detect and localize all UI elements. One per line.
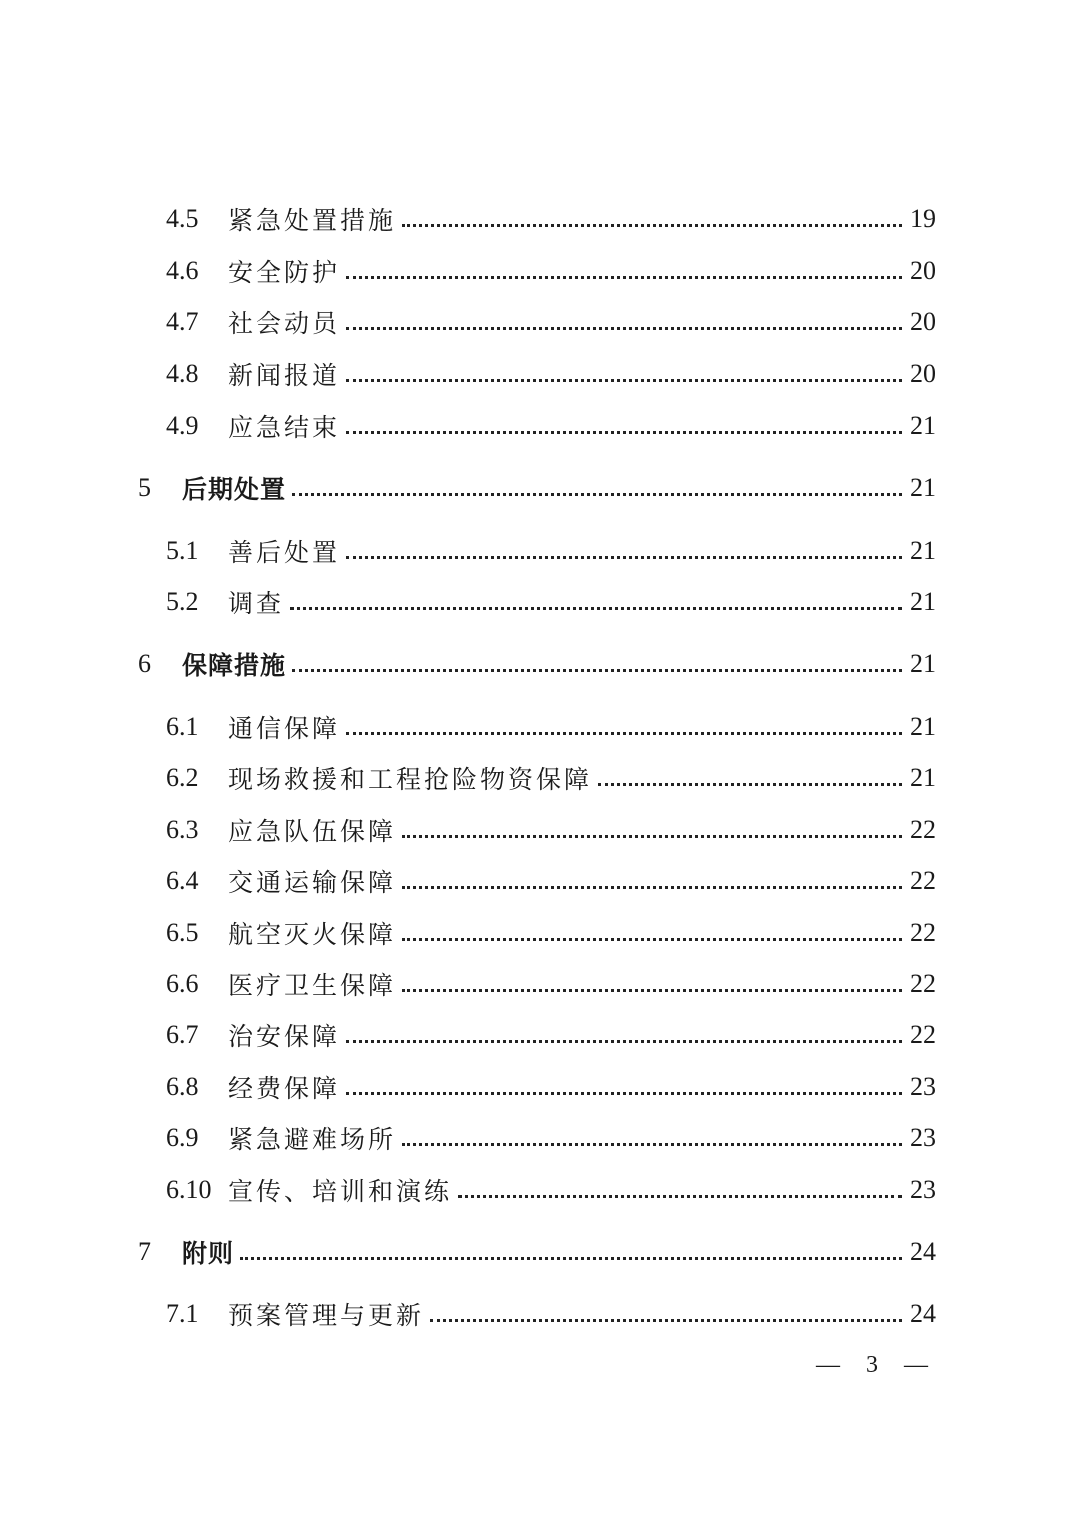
toc-entry-page-number: 23: [910, 1175, 936, 1204]
toc-entry-title: 附则: [182, 1239, 235, 1268]
toc-subsection-entry[interactable]: [0, 1013, 1074, 1057]
toc-subsection-entry[interactable]: [0, 580, 1074, 624]
toc-entry-title: 应急队伍保障: [228, 817, 397, 846]
toc-subsection-entry[interactable]: [0, 1168, 1074, 1212]
toc-dot-leader: [402, 1143, 902, 1146]
toc-dot-leader: [346, 1040, 902, 1043]
toc-entry-page-number: 24: [910, 1237, 936, 1266]
toc-subsection-entry[interactable]: [0, 404, 1074, 448]
toc-entry-number: 6.10: [166, 1175, 212, 1204]
toc-entry-page-number: 21: [910, 473, 936, 502]
toc-subsection-entry[interactable]: [0, 529, 1074, 573]
toc-subsection-entry[interactable]: [0, 300, 1074, 344]
toc-entry-page-number: 22: [910, 918, 936, 947]
toc-dot-leader: [402, 938, 902, 941]
toc-subsection-entry[interactable]: [0, 962, 1074, 1006]
toc-subsection-entry[interactable]: [0, 808, 1074, 852]
toc-subsection-entry[interactable]: [0, 1065, 1074, 1109]
toc-dot-leader: [240, 1257, 902, 1260]
toc-dot-leader: [430, 1319, 902, 1322]
toc-entry-title: 调查: [228, 589, 285, 618]
toc-entry-title: 通信保障: [228, 714, 341, 743]
toc-dot-leader: [346, 431, 902, 434]
toc-subsection-entry[interactable]: [0, 197, 1074, 241]
toc-entry-number: 6.7: [166, 1020, 199, 1049]
toc-dot-leader: [292, 493, 902, 496]
toc-entry-number: 5.1: [166, 536, 199, 565]
toc-entry-number: 4.5: [166, 204, 199, 233]
toc-entry-page-number: 21: [910, 649, 936, 678]
toc-entry-title: 应急结束: [228, 413, 341, 442]
toc-entry-number: 4.7: [166, 307, 199, 336]
toc-subsection-entry[interactable]: [0, 352, 1074, 396]
toc-entry-title: 经费保障: [228, 1074, 341, 1103]
toc-entry-page-number: 19: [910, 204, 936, 233]
toc-entry-title: 善后处置: [228, 538, 341, 567]
toc-subsection-entry[interactable]: [0, 705, 1074, 749]
toc-entry-page-number: 22: [910, 969, 936, 998]
toc-dot-leader: [402, 224, 902, 227]
toc-section-entry[interactable]: [0, 1230, 1074, 1274]
toc-subsection-entry[interactable]: [0, 859, 1074, 903]
toc-subsection-entry[interactable]: [0, 911, 1074, 955]
toc-entry-number: 6.4: [166, 866, 199, 895]
toc-entry-page-number: 21: [910, 712, 936, 741]
toc-entry-title: 交通运输保障: [228, 868, 397, 897]
toc-entry-number: 6.6: [166, 969, 199, 998]
toc-entry-page-number: 24: [910, 1299, 936, 1328]
toc-entry-number: 4.6: [166, 256, 199, 285]
toc-dot-leader: [346, 276, 902, 279]
toc-entry-page-number: 22: [910, 815, 936, 844]
toc-entry-page-number: 21: [910, 411, 936, 440]
toc-dot-leader: [290, 607, 902, 610]
toc-dot-leader: [458, 1195, 902, 1198]
toc-entry-page-number: 21: [910, 536, 936, 565]
toc-entry-title: 预案管理与更新: [228, 1301, 425, 1330]
toc-entry-page-number: 23: [910, 1072, 936, 1101]
toc-subsection-entry[interactable]: [0, 249, 1074, 293]
toc-entry-number: 5.2: [166, 587, 199, 616]
toc-dot-leader: [346, 732, 902, 735]
toc-entry-title: 紧急处置措施: [228, 206, 397, 235]
toc-entry-number: 6.8: [166, 1072, 199, 1101]
toc-entry-number: 4.8: [166, 359, 199, 388]
toc-entry-title: 社会动员: [228, 309, 341, 338]
toc-entry-page-number: 20: [910, 307, 936, 336]
toc-dot-leader: [346, 1092, 902, 1095]
toc-dot-leader: [346, 556, 902, 559]
toc-entry-title: 安全防护: [228, 258, 341, 287]
toc-entry-title: 现场救援和工程抢险物资保障: [228, 765, 593, 794]
toc-entry-page-number: 21: [910, 763, 936, 792]
toc-entry-page-number: 22: [910, 1020, 936, 1049]
toc-entry-title: 新闻报道: [228, 361, 341, 390]
toc-dot-leader: [346, 327, 902, 330]
toc-dot-leader: [292, 669, 902, 672]
toc-entry-number: 6.5: [166, 918, 199, 947]
toc-entry-title: 航空灭火保障: [228, 920, 397, 949]
toc-subsection-entry[interactable]: [0, 1292, 1074, 1336]
toc-dot-leader: [402, 835, 902, 838]
toc-entry-number: 6.2: [166, 763, 199, 792]
toc-dot-leader: [598, 783, 902, 786]
toc-entry-number: 4.9: [166, 411, 199, 440]
toc-entry-title: 治安保障: [228, 1022, 341, 1051]
toc-section-entry[interactable]: [0, 642, 1074, 686]
toc-entry-page-number: 20: [910, 256, 936, 285]
toc-entry-title: 医疗卫生保障: [228, 971, 397, 1000]
toc-subsection-entry[interactable]: [0, 756, 1074, 800]
toc-entry-page-number: 22: [910, 866, 936, 895]
toc-entry-number: 7.1: [166, 1299, 199, 1328]
toc-entry-title: 紧急避难场所: [228, 1125, 397, 1154]
toc-entry-number: 6.9: [166, 1123, 199, 1152]
toc-section-entry[interactable]: [0, 466, 1074, 510]
page-number-footer: — 3 —: [816, 1352, 938, 1378]
toc-entry-page-number: 23: [910, 1123, 936, 1152]
toc-entry-title: 后期处置: [182, 475, 287, 504]
toc-dot-leader: [402, 886, 902, 889]
toc-entry-number: 6: [138, 649, 151, 678]
toc-entry-page-number: 21: [910, 587, 936, 616]
toc-dot-leader: [346, 379, 902, 382]
toc-subsection-entry[interactable]: [0, 1116, 1074, 1160]
toc-dot-leader: [402, 989, 902, 992]
toc-entry-number: 6.3: [166, 815, 199, 844]
toc-entry-number: 7: [138, 1237, 151, 1266]
toc-entry-title: 宣传、培训和演练: [228, 1177, 453, 1206]
toc-entry-number: 5: [138, 473, 151, 502]
toc-entry-page-number: 20: [910, 359, 936, 388]
toc-entry-number: 6.1: [166, 712, 199, 741]
toc-entry-title: 保障措施: [182, 651, 287, 680]
